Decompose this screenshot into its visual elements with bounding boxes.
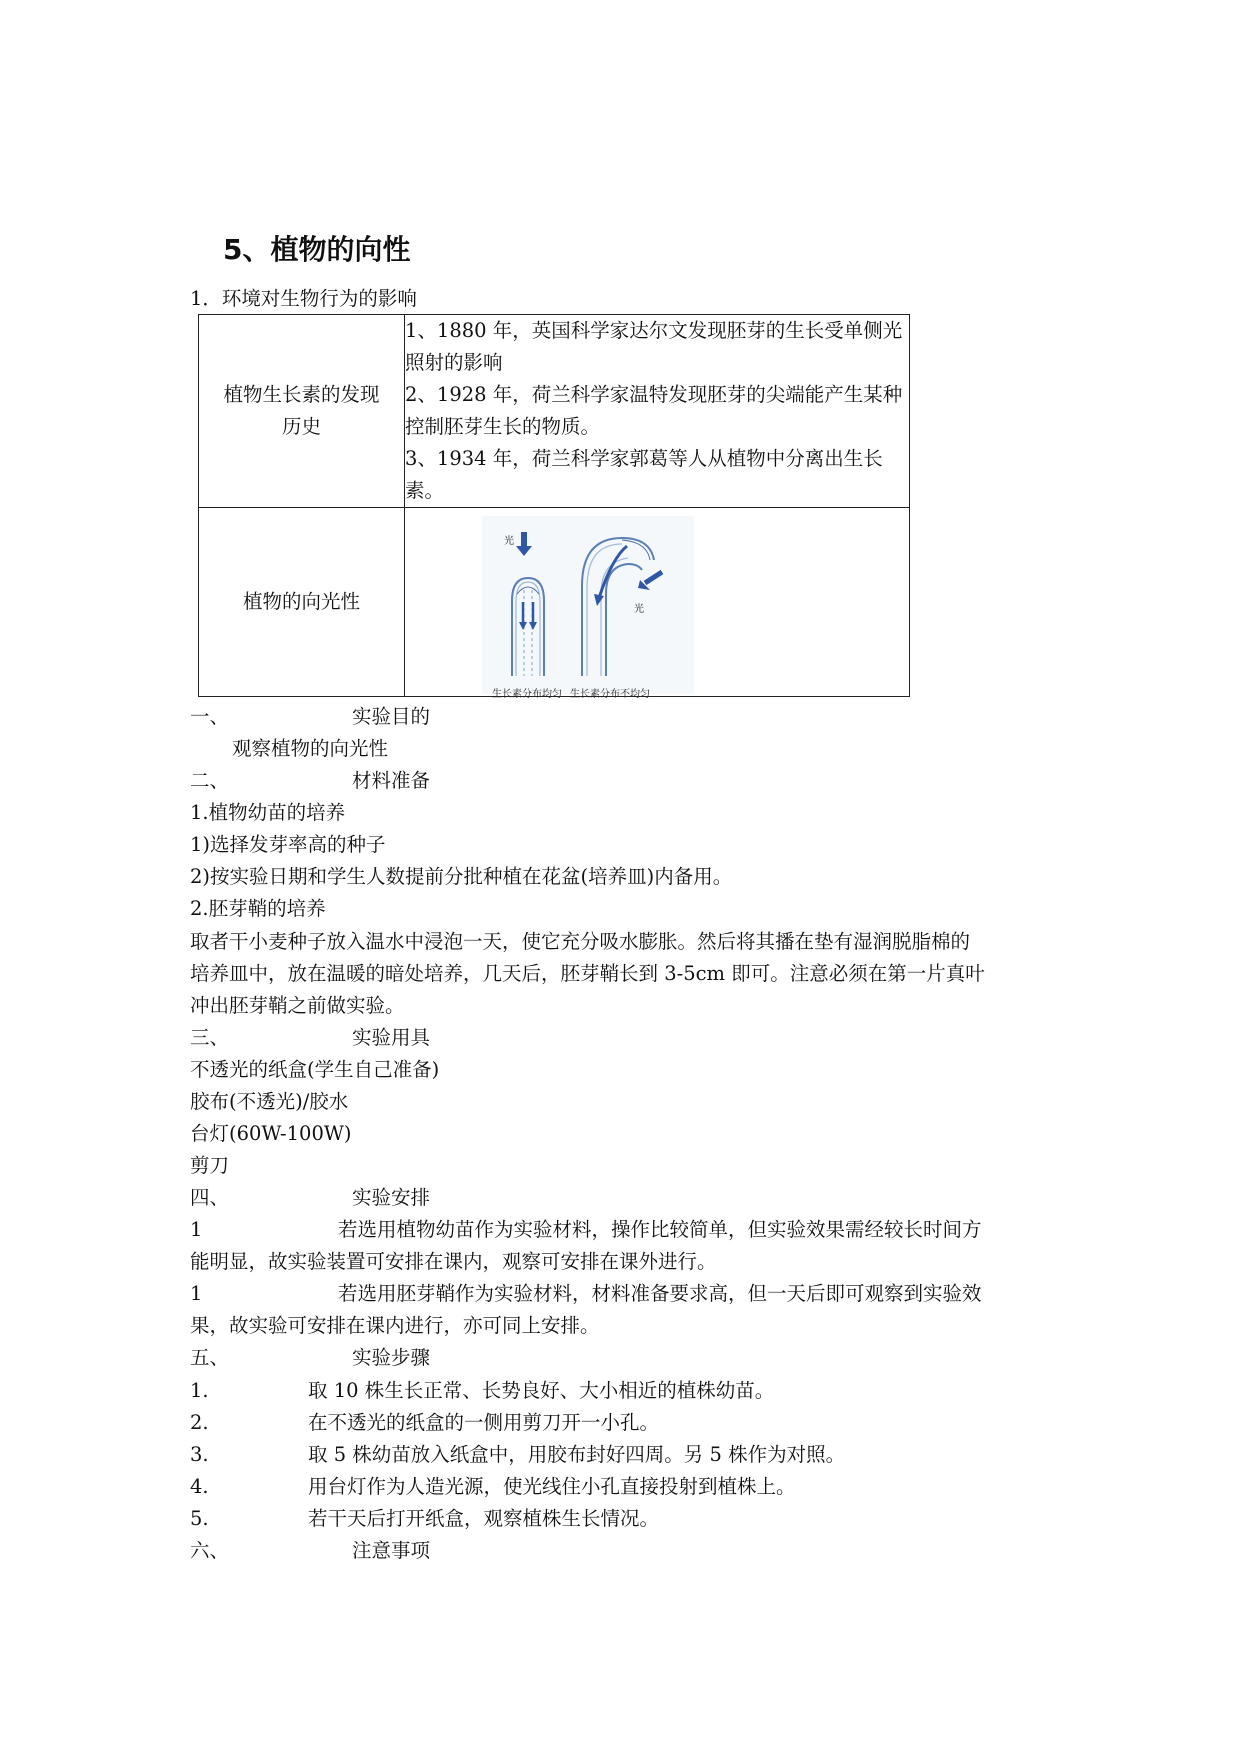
step-text: 取 10 株生长正常、长势良好、大小相近的植株幼苗。 bbox=[308, 1379, 775, 1402]
section-num: 一、 bbox=[190, 705, 230, 728]
arrangement-text: 能明显，故实验装置可安排在课内，观察可安排在课外进行。 bbox=[190, 1250, 717, 1273]
list-item: 台灯(60W-100W) bbox=[190, 1122, 352, 1145]
step-number: 2. bbox=[190, 1411, 209, 1434]
row-label-history: 植物生长素的发现历史 bbox=[199, 315, 405, 508]
text-line: 冲出胚芽鞘之前做实验。 bbox=[190, 994, 405, 1017]
text-line: 2)按实验日期和学生人数提前分批种植在花盆(培养皿)内备用。 bbox=[190, 865, 733, 888]
phototropism-figure-cell bbox=[405, 508, 910, 700]
arrangement-text: 果，故实验可安排在课内进行，亦可同上安排。 bbox=[190, 1314, 600, 1337]
history-entry: 3、1934 年，荷兰科学家郭葛等人从植物中分离出生长素。 bbox=[405, 447, 883, 502]
caption-uneven-distribution: 生长素分布不均匀 bbox=[570, 689, 650, 700]
caption-even-distribution: 生长素分布均匀 bbox=[492, 689, 562, 700]
section-num: 五、 bbox=[190, 1346, 230, 1369]
table-row bbox=[199, 508, 910, 697]
section-num: 六、 bbox=[190, 1539, 230, 1562]
text-line: 1)选择发芽率高的种子 bbox=[190, 833, 386, 856]
table-row bbox=[199, 315, 910, 508]
section-title-tools: 实验用具 bbox=[352, 1026, 431, 1049]
auxin-table bbox=[198, 314, 910, 700]
text-line: 培养皿中，放在温暖的暗处培养，几天后，胚芽鞘长到 3-5cm 即可。注意必须在第一片真叶 bbox=[190, 962, 985, 985]
arrangement-text: 若选用植物幼苗作为实验材料，操作比较简单，但实验效果需经较长时间方 bbox=[338, 1218, 982, 1241]
arrangement-text: 若选用胚芽鞘作为实验材料，材料准备要求高，但一天后即可观察到实验效 bbox=[338, 1282, 982, 1305]
phototropism-figure bbox=[482, 516, 694, 700]
step-number: 3. bbox=[190, 1443, 209, 1466]
section-num: 三、 bbox=[190, 1026, 230, 1049]
light-label-side: 光 bbox=[634, 604, 644, 615]
step-number: 5. bbox=[190, 1507, 209, 1530]
history-entry: 2、1928 年，荷兰科学家温特发现胚芽的尖端能产生某种控制胚芽生长的物质。 bbox=[405, 383, 903, 438]
section-heading-environment: 1．环境对生物行为的影响 bbox=[190, 287, 417, 310]
item-number: 1 bbox=[190, 1282, 203, 1305]
list-item: 剪刀 bbox=[190, 1154, 230, 1177]
history-entry: 1、1880 年，英国科学家达尔文发现胚芽的生长受单侧光照射的影响 bbox=[405, 319, 903, 374]
page-title: 5、植物的向性 bbox=[223, 233, 411, 266]
section-title-arrangement: 实验安排 bbox=[352, 1186, 431, 1209]
text-line: 2.胚芽鞘的培养 bbox=[190, 897, 326, 920]
section-title-notes: 注意事项 bbox=[352, 1539, 431, 1562]
section-num: 二、 bbox=[190, 769, 230, 792]
step-text: 若干天后打开纸盒，观察植株生长情况。 bbox=[308, 1507, 660, 1530]
section-num: 四、 bbox=[190, 1186, 230, 1209]
item-number: 1 bbox=[190, 1218, 203, 1241]
light-label-top: 光 bbox=[504, 536, 514, 547]
step-number: 1. bbox=[190, 1379, 209, 1402]
text-line: 1.植物幼苗的培养 bbox=[190, 801, 346, 824]
text-line: 取者干小麦种子放入温水中浸泡一天，使它充分吸水膨胀。然后将其播在垫有湿润脱脂棉的 bbox=[190, 930, 971, 953]
step-number: 4. bbox=[190, 1475, 209, 1498]
list-item: 不透光的纸盒(学生自己准备) bbox=[190, 1058, 440, 1081]
purpose-body: 观察植物的向光性 bbox=[232, 737, 389, 760]
history-entries bbox=[405, 315, 910, 508]
step-text: 取 5 株幼苗放入纸盒中，用胶布封好四周。另 5 株作为对照。 bbox=[308, 1443, 846, 1466]
section-title-purpose: 实验目的 bbox=[352, 705, 431, 728]
row-label-phototropism: 植物的向光性 bbox=[199, 508, 405, 697]
list-item: 胶布(不透光)/胶水 bbox=[190, 1090, 349, 1113]
step-text: 在不透光的纸盒的一侧用剪刀开一小孔。 bbox=[308, 1411, 660, 1434]
section-title-steps: 实验步骤 bbox=[352, 1346, 431, 1369]
step-text: 用台灯作为人造光源，使光线住小孔直接投射到植株上。 bbox=[308, 1475, 796, 1498]
section-title-materials: 材料准备 bbox=[352, 769, 431, 792]
